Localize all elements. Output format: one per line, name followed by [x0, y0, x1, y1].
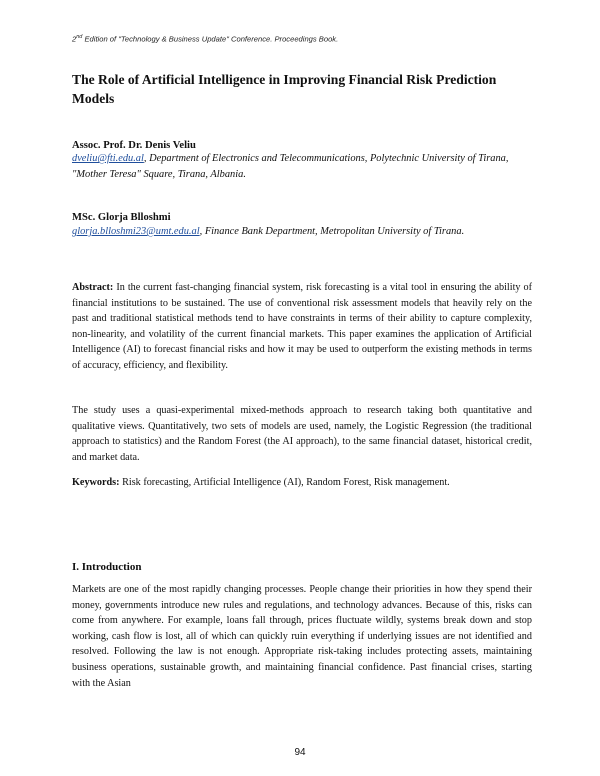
- abstract-paragraph: [72, 280, 532, 374]
- section-heading-introduction: I. Introduction: [72, 561, 142, 573]
- affiliation-text-2: , Finance Bank Department, Metropolitan University of Tirana.: [199, 226, 465, 237]
- paper-title: The Role of Artificial Intelligence in Improving Financial Risk Prediction Models: [72, 72, 497, 106]
- author-name-1: Assoc. Prof. Dr. Denis Veliu: [72, 140, 196, 151]
- introduction-paragraph: Markets are one of the most rapidly changing processes. People change their priorities in how they spend their money, governments introduce new rules and regulations, and technology advances. Because of this, risks can come from anywhere. For example, loans fall through, prices fluctuate wildly, systems break down and stop working, cash flow is lost, all of which can quickly ruin everything if underlying issues are not identified and resolved. Following the law is not enough. Appropriate risk-taking includes protecting assets, maintaining business operations, sustainable growth, and maintaining financial confidence. Past financial crises, starting with the Asian: [72, 584, 532, 689]
- edition-superscript: nd: [76, 34, 83, 40]
- keywords-paragraph: [72, 475, 532, 491]
- author-affiliation-1: [72, 151, 534, 183]
- affiliation-text-1: , Department of Electronics and Telecommunications, Polytechnic University of Tirana, "Mother Teresa" Square, Tirana, Albania.: [72, 153, 509, 180]
- abstract-label: Abstract:: [72, 282, 114, 293]
- edition-number: 2: [72, 34, 77, 44]
- abstract-paragraph-2: The study uses a quasi-experimental mixed-methods approach to research taking both quantitative and qualitative views. Quantitatively, two sets of models are used, namely, the Logistic Regression (the traditional approach to statistics) and the Random Forest (the AI approach), to the same financial dataset, historical credit, and market data.: [72, 405, 532, 463]
- running-header: [72, 34, 532, 44]
- abstract-text: In the current fast-changing financial system, risk forecasting is a vital tool in ensuring the ability of financial institutions to be sustained. The use of conventional risk assessment models that heavily rely on the past and traditional statistical methods tend to have constraints in terms of their ability to capture complexity, non-linearity, and volatility of the current financial markets. This paper examines the application of Artificial Intelligence (AI) to forecast financial risks and how it may be used to outperform the existing methods in terms of accuracy, efficiency, and flexibility.: [72, 282, 532, 371]
- page-number: 94: [294, 747, 306, 758]
- author-affiliation-2: [72, 224, 534, 240]
- keywords-text: Risk forecasting, Artificial Intelligence (AI), Random Forest, Risk management.: [119, 477, 450, 488]
- author-email-link-2[interactable]: glorja.blloshmi23@umt.edu.al: [72, 226, 200, 237]
- keywords-label: Keywords:: [72, 477, 120, 488]
- header-text: Edition of "Technology & Business Update" Conference. Proceedings Book.: [82, 34, 339, 44]
- author-email-link-1[interactable]: dveliu@fti.edu.al: [72, 153, 144, 164]
- author-name-2: MSc. Glorja Blloshmi: [72, 212, 171, 223]
